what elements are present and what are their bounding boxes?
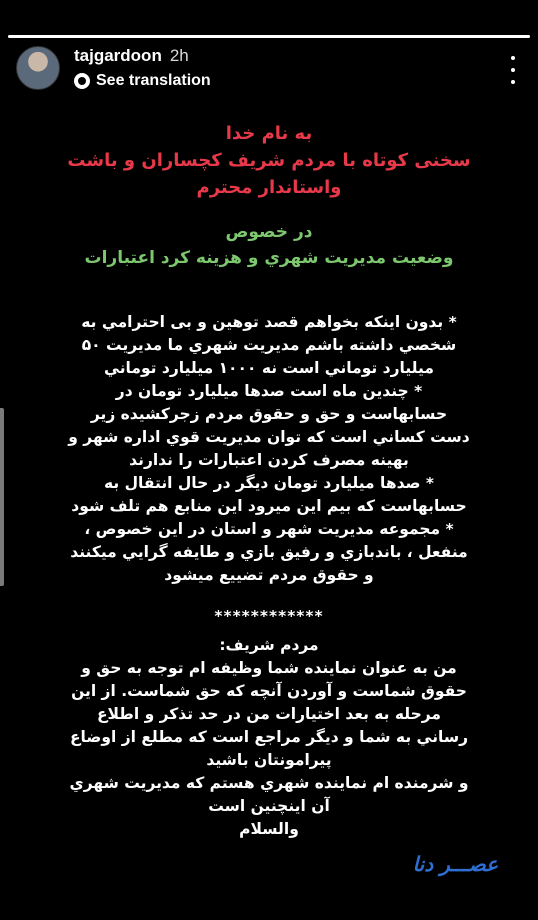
closing-line: والسلام [239, 820, 299, 838]
side-scroll-handle [0, 408, 4, 586]
closing-line: و شرمنده ام نماینده شهري هستم که مدیریت شهري [69, 774, 469, 792]
watermark-logo: عصـــر دنا [412, 852, 498, 876]
translate-icon [74, 73, 90, 89]
more-dot [511, 80, 515, 84]
subtitle-block [20, 219, 518, 271]
story-header [16, 46, 528, 96]
subtitle-line: وضعیت مدیریت شهري و هزینه کرد اعتبارات [84, 248, 454, 268]
more-dot [511, 56, 515, 60]
avatar[interactable] [16, 46, 60, 90]
closing-line: رساني به شما و دیگر مراجع است که مطلع از اوضاع [69, 728, 469, 746]
body-block [20, 311, 518, 587]
user-line [74, 46, 211, 66]
post-time: 2h [169, 46, 189, 65]
subtitle-line: در خصوص [225, 222, 313, 242]
more-dot [511, 68, 515, 72]
title-block [20, 120, 518, 201]
more-options-icon[interactable] [502, 56, 524, 84]
title-line: به نام خدا [225, 123, 313, 144]
closing-block [20, 634, 518, 841]
story-progress-fill [8, 35, 530, 38]
separator: ************ [214, 607, 324, 625]
user-block [74, 46, 211, 90]
closing-line: آن اینچنین است [208, 797, 330, 815]
see-translation-button[interactable] [74, 72, 211, 90]
closing-line: حقوق شماست و آوردن آنچه که حق شماست. از این [71, 682, 467, 700]
story-content [20, 120, 518, 841]
body-line: * مجموعه مدیریت شهر و استان در این خصوص ، [84, 520, 454, 538]
title-line: سخنی کوتاه با مردم شریف کچساران و باشت [67, 150, 471, 171]
body-line: دست کساني است که توان مدیریت قوي اداره شهر و [68, 428, 470, 446]
closing-line: من به عنوان نماینده شما وظیفه ام توجه به حق و [81, 659, 457, 677]
body-line: منفعل ، باندبازي و رفیق بازي و طایفه گرایي میکنند [70, 543, 468, 561]
body-line: شخصي داشته باشم مدیریت شهري ما مدیریت ۵۰ [81, 336, 457, 354]
body-line: حسابهاست که بیم این میرود این منابع هم تلف شود [71, 497, 467, 515]
see-translation-label: See translation [96, 72, 211, 89]
body-line: * چندین ماه است صدها میلیارد تومان در [115, 382, 423, 400]
body-line: حسابهاست و حق و حقوق مردم زجرکشیده زیر [90, 405, 448, 423]
body-line: * صدها میلیارد تومان دیگر در حال انتقال به [103, 474, 435, 492]
story-progress-bar [8, 35, 530, 38]
body-line: میلیارد توماني است نه ۱۰۰۰ میلیارد توماني [104, 359, 434, 377]
title-line: واستاندار محترم [196, 177, 342, 198]
closing-line: مرحله به بعد اختیارات من در حد تذکر و اطلاع [96, 705, 442, 723]
closing-line: مردم شریف: [219, 636, 319, 654]
body-line: * بدون اینکه بخواهم قصد توهین و بی احترامي به [81, 313, 457, 331]
closing-line: پیرامونتان باشید [206, 751, 332, 769]
body-line: و حقوق مردم تضییع میشود [164, 566, 374, 584]
username[interactable]: tajgardoon [74, 46, 162, 65]
body-line: بهینه مصرف کردن اعتبارات را ندارند [129, 451, 409, 469]
